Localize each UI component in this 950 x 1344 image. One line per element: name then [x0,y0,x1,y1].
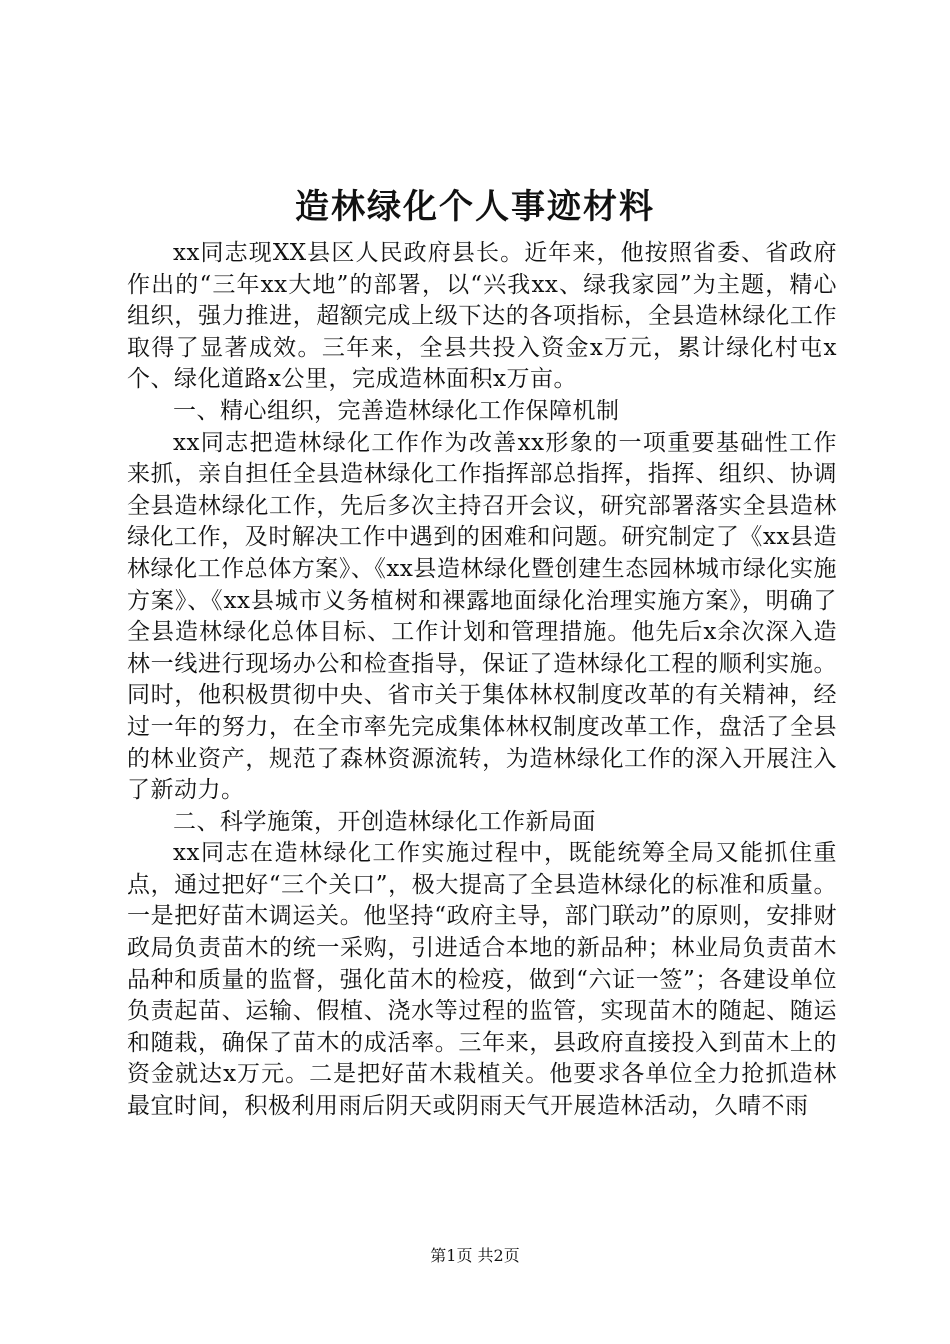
page-number-footer: 第1页 共2页 [430,1246,520,1265]
document-title: 造林绿化个人事迹材料 [295,187,655,227]
paragraph-intro: xx同志现XX县区人民政府县长。近年来，他按照省委、省政府作出的“三年xx大地”的部署，以“兴我xx、绿我家园”为主题，精心组织，强力推进，超额完成上级下达的各项指标，全县造林绿化工作取得了显著成效。三年来，全县共投入资金x万元，累计绿化村屯x个、绿化道路x公里，完成造林面积x万亩。 [127,240,837,393]
section-heading-1: 一、精心组织，完善造林绿化工作保障机制 [173,397,620,424]
paragraph-section-2: xx同志在造林绿化工作实施过程中，既能统筹全局又能抓住重点，通过把好“三个关口”，极大提高了全县造林绿化的标准和质量。一是把好苗木调运关。他坚持“政府主导，部门联动”的原则，安排财政局负责苗木的统一采购，引进适合本地的新品种；林业局负责苗木品种和质量的监督，强化苗木的检疫，做到“六证一签”；各建设单位负责起苗、运输、假植、浇水等过程的监管，实现苗木的随起、随运和随栽，确保了苗木的成活率。三年来，县政府直接投入到苗木上的资金就达x万元。二是把好苗木栽植关。他要求各单位全力抢抓造林最宜时间，积极利用雨后阴天或阴雨天气开展造林活动，久晴不雨 [127,840,837,1120]
section-heading-2: 二、科学施策，开创造林绿化工作新局面 [173,808,596,835]
paragraph-section-1: xx同志把造林绿化工作作为改善xx形象的一项重要基础性工作来抓，亲自担任全县造林绿化工作指挥部总指挥，指挥、组织、协调全县造林绿化工作，先后多次主持召开会议，研究部署落实全县造林绿化工作，及时解决工作中遇到的困难和问题。研究制定了《xx县造林绿化工作总体方案》、《xx县造林绿化暨创建生态园林城市绿化实施方案》、《xx县城市义务植树和裸露地面绿化治理实施方案》，明确了全县造林绿化总体目标、工作计划和管理措施。他先后x余次深入造林一线进行现场办公和检查指导，保证了造林绿化工程的顺利实施。同时，他积极贯彻中央、省市关于集体林权制度改革的有关精神，经过一年的努力，在全市率先完成集体林权制度改革工作，盘活了全县的林业资产，规范了森林资源流转，为造林绿化工作的深入开展注入了新动力。 [127,429,837,804]
document-body [127,238,837,1123]
